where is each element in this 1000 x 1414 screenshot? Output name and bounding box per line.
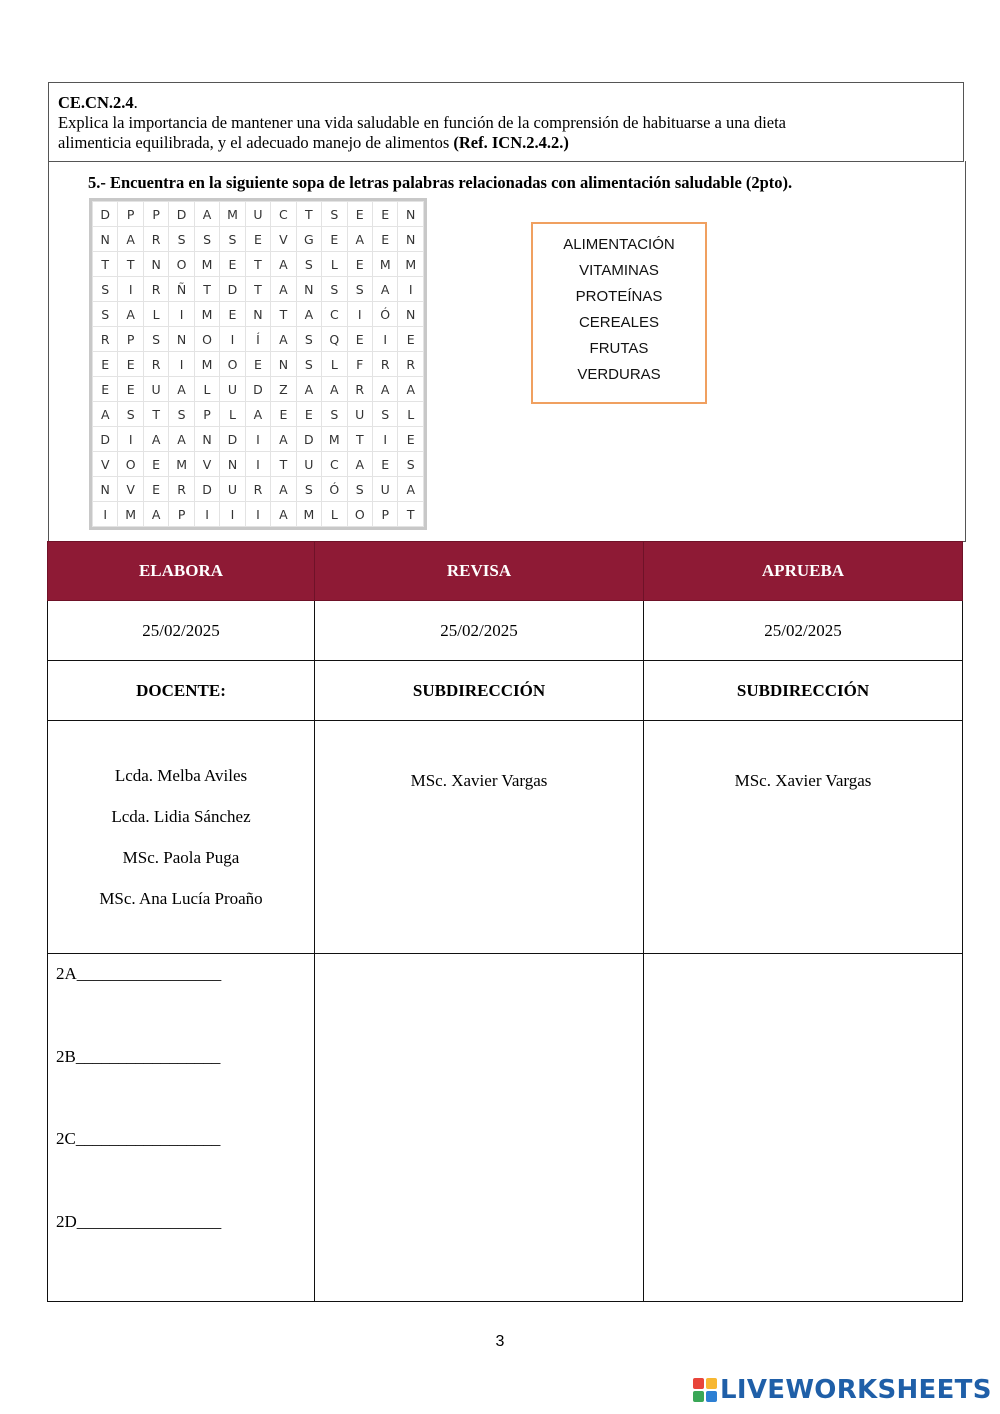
grid-cell[interactable]: S — [322, 277, 347, 302]
grid-cell[interactable]: M — [194, 302, 219, 327]
grid-cell[interactable]: Ó — [322, 477, 347, 502]
grid-cell[interactable]: E — [398, 327, 424, 352]
word-list-item: VERDURAS — [577, 366, 661, 383]
grid-cell[interactable]: O — [169, 252, 194, 277]
grid-cell[interactable]: N — [169, 327, 194, 352]
grid-cell[interactable]: E — [118, 352, 143, 377]
grid-cell[interactable]: N — [194, 427, 219, 452]
grid-cell[interactable]: N — [296, 277, 321, 302]
grid-cell[interactable]: R — [93, 327, 118, 352]
grid-cell[interactable]: S — [296, 252, 321, 277]
grid-cell[interactable]: S — [169, 227, 194, 252]
grid-row — [93, 477, 424, 502]
signature-table — [47, 541, 963, 1302]
grid-cell[interactable]: E — [245, 352, 270, 377]
criterion-text-line2: alimenticia equilibrada, y el adecuado manejo de alimentos — [58, 133, 454, 152]
grid-cell[interactable]: P — [118, 202, 143, 227]
grid-cell[interactable]: A — [322, 377, 347, 402]
grid-cell[interactable]: I — [118, 427, 143, 452]
grid-cell[interactable]: E — [398, 427, 424, 452]
brand-text: LIVEWORKSHEETS — [720, 1375, 992, 1405]
grid-cell[interactable]: E — [347, 252, 372, 277]
grid-cell[interactable]: L — [322, 502, 347, 527]
grid-cell[interactable]: R — [143, 277, 168, 302]
grid-cell[interactable]: S — [143, 327, 168, 352]
grid-cell[interactable]: A — [296, 377, 321, 402]
word-search-table — [92, 201, 424, 527]
grade-line-2c[interactable]: 2C_________________ — [56, 1129, 221, 1148]
grid-cell[interactable]: L — [322, 352, 347, 377]
grid-cell[interactable]: M — [118, 502, 143, 527]
grid-cell[interactable]: D — [169, 202, 194, 227]
grid-cell[interactable]: I — [194, 502, 219, 527]
grid-cell[interactable]: P — [169, 502, 194, 527]
grid-cell[interactable]: T — [245, 252, 270, 277]
grid-cell[interactable]: C — [322, 302, 347, 327]
grid-cell[interactable]: R — [372, 352, 397, 377]
grid-cell[interactable]: U — [372, 477, 397, 502]
grid-cell[interactable]: P — [143, 202, 168, 227]
grid-cell[interactable]: A — [372, 377, 397, 402]
grid-cell[interactable]: O — [347, 502, 372, 527]
grid-cell[interactable]: A — [398, 477, 424, 502]
grid-cell[interactable]: N — [271, 352, 296, 377]
grid-cell[interactable]: P — [118, 327, 143, 352]
word-list-item: CEREALES — [578, 314, 660, 331]
grid-cell[interactable]: S — [93, 302, 118, 327]
grid-cell[interactable]: L — [143, 302, 168, 327]
grid-cell[interactable]: N — [398, 202, 424, 227]
word-list-item: ALIMENTACIÓN — [563, 236, 675, 253]
grid-cell[interactable]: U — [245, 202, 270, 227]
header-revisa: REVISA — [315, 542, 644, 601]
grid-cell[interactable]: M — [169, 452, 194, 477]
grid-cell[interactable]: S — [296, 477, 321, 502]
grid-cell[interactable]: E — [118, 377, 143, 402]
grid-cell[interactable]: O — [220, 352, 245, 377]
grid-row — [93, 352, 424, 377]
grid-cell[interactable]: A — [93, 402, 118, 427]
grid-cell[interactable]: N — [143, 252, 168, 277]
date-elabora: 25/02/2025 — [48, 601, 315, 661]
grid-cell[interactable]: A — [118, 227, 143, 252]
grid-cell[interactable]: M — [296, 502, 321, 527]
grid-cell[interactable]: D — [220, 277, 245, 302]
grid-cell[interactable]: I — [169, 352, 194, 377]
grid-cell[interactable]: A — [347, 227, 372, 252]
grid-cell[interactable]: L — [322, 252, 347, 277]
word-list-item: PROTEÍNAS — [575, 288, 663, 305]
grid-cell[interactable]: F — [347, 352, 372, 377]
grid-cell[interactable]: D — [245, 377, 270, 402]
elabora-name: MSc. Ana Lucía Proaño — [99, 889, 263, 908]
grid-row — [93, 427, 424, 452]
word-list-box — [531, 222, 707, 404]
grid-cell[interactable]: S — [398, 452, 424, 477]
grid-cell[interactable]: T — [118, 252, 143, 277]
grid-cell[interactable]: U — [347, 402, 372, 427]
logo-square — [706, 1391, 717, 1402]
grid-cell[interactable]: S — [322, 202, 347, 227]
grid-cell[interactable]: A — [271, 427, 296, 452]
grid-row — [93, 402, 424, 427]
grid-cell[interactable]: E — [372, 227, 397, 252]
revisa-name: MSc. Xavier Vargas — [315, 721, 644, 954]
grid-cell[interactable]: N — [398, 302, 424, 327]
grid-cell[interactable]: Z — [271, 377, 296, 402]
grid-cell[interactable]: T — [296, 202, 321, 227]
grid-row — [93, 302, 424, 327]
grid-cell[interactable]: A — [271, 252, 296, 277]
criterion-box — [48, 82, 964, 162]
grid-row — [93, 452, 424, 477]
exercise-box — [48, 161, 966, 542]
grades-aprueba-empty — [644, 954, 963, 1302]
grid-cell[interactable]: E — [143, 452, 168, 477]
grid-cell[interactable]: E — [220, 252, 245, 277]
grid-cell[interactable]: A — [271, 477, 296, 502]
grid-cell[interactable]: E — [296, 402, 321, 427]
grid-cell[interactable]: G — [296, 227, 321, 252]
grid-cell[interactable]: Í — [245, 327, 270, 352]
grid-cell[interactable]: E — [347, 327, 372, 352]
grid-cell[interactable]: S — [296, 327, 321, 352]
grid-cell[interactable]: A — [398, 377, 424, 402]
word-search-grid[interactable] — [89, 198, 427, 530]
grid-cell[interactable]: A — [271, 327, 296, 352]
grid-cell[interactable]: N — [93, 227, 118, 252]
grid-cell[interactable]: V — [194, 452, 219, 477]
grid-cell[interactable]: R — [398, 352, 424, 377]
header-elabora: ELABORA — [48, 542, 315, 601]
grid-cell[interactable]: E — [372, 202, 397, 227]
grid-cell[interactable]: V — [93, 452, 118, 477]
grid-row — [93, 377, 424, 402]
page-number: 3 — [495, 1333, 505, 1350]
grid-cell[interactable]: L — [194, 377, 219, 402]
header-aprueba: APRUEBA — [644, 542, 963, 601]
aprueba-name: MSc. Xavier Vargas — [644, 721, 963, 954]
word-list-item: VITAMINAS — [579, 262, 659, 279]
grid-cell[interactable]: T — [245, 277, 270, 302]
grid-cell[interactable]: Ñ — [169, 277, 194, 302]
grid-cell[interactable]: M — [372, 252, 397, 277]
grid-cell[interactable]: E — [322, 227, 347, 252]
criterion-ref: (Ref. ICN.2.4.2.) — [453, 133, 569, 152]
grid-cell[interactable]: E — [245, 227, 270, 252]
grid-cell[interactable]: T — [194, 277, 219, 302]
grid-cell[interactable]: I — [372, 327, 397, 352]
role-aprueba: SUBDIRECCIÓN — [644, 661, 963, 721]
grid-cell[interactable]: A — [143, 502, 168, 527]
grid-cell[interactable]: D — [220, 427, 245, 452]
elabora-name: MSc. Paola Puga — [122, 848, 240, 867]
grid-cell[interactable]: D — [296, 427, 321, 452]
grid-cell[interactable]: T — [347, 427, 372, 452]
liveworksheets-logo-icon — [693, 1378, 717, 1402]
grid-cell[interactable]: S — [118, 402, 143, 427]
exercise-title: 5.- Encuentra en la siguiente sopa de letras palabras relacionadas con alimentación saludable (2pto). — [88, 173, 793, 192]
grid-cell[interactable]: E — [143, 477, 168, 502]
role-elabora: DOCENTE: — [48, 661, 315, 721]
grid-cell[interactable]: I — [245, 427, 270, 452]
grid-cell[interactable]: S — [322, 402, 347, 427]
grid-cell[interactable]: M — [322, 427, 347, 452]
word-list-item: FRUTAS — [589, 340, 649, 357]
grid-cell[interactable]: A — [271, 277, 296, 302]
grid-cell[interactable]: I — [347, 302, 372, 327]
grid-cell[interactable]: A — [169, 377, 194, 402]
criterion-text-line1: Explica la importancia de mantener una vida saludable en función de la comprensión de habituarse a una dieta — [58, 113, 787, 132]
elabora-name: Lcda. Lidia Sánchez — [111, 807, 251, 826]
grid-cell[interactable]: T — [271, 302, 296, 327]
grid-cell[interactable]: T — [143, 402, 168, 427]
grid-cell[interactable]: C — [322, 452, 347, 477]
grid-cell[interactable]: A — [245, 402, 270, 427]
grid-cell[interactable]: I — [169, 302, 194, 327]
grid-cell[interactable]: S — [93, 277, 118, 302]
grid-cell[interactable]: T — [398, 502, 424, 527]
elabora-name: Lcda. Melba Aviles — [114, 766, 248, 785]
grid-cell[interactable]: I — [245, 452, 270, 477]
grid-cell[interactable]: A — [169, 427, 194, 452]
grid-cell[interactable]: S — [347, 477, 372, 502]
grid-cell[interactable]: V — [118, 477, 143, 502]
grid-cell[interactable]: S — [220, 227, 245, 252]
grade-line-2b[interactable]: 2B_________________ — [56, 1046, 221, 1066]
logo-square — [693, 1391, 704, 1402]
grid-row — [93, 502, 424, 527]
role-revisa: SUBDIRECCIÓN — [315, 661, 644, 721]
grid-cell[interactable]: M — [220, 202, 245, 227]
grid-row — [93, 277, 424, 302]
grid-row — [93, 252, 424, 277]
grid-row — [93, 202, 424, 227]
elabora-names — [48, 721, 315, 954]
grid-cell[interactable]: A — [296, 302, 321, 327]
grid-cell[interactable]: D — [93, 202, 118, 227]
grid-cell[interactable]: S — [347, 277, 372, 302]
grade-line-2a[interactable]: 2A_________________ — [56, 964, 222, 983]
grid-cell[interactable]: M — [398, 252, 424, 277]
grid-cell[interactable]: I — [93, 502, 118, 527]
grid-cell[interactable]: U — [143, 377, 168, 402]
date-revisa: 25/02/2025 — [315, 601, 644, 661]
grid-cell[interactable]: U — [220, 477, 245, 502]
grid-cell[interactable]: L — [220, 402, 245, 427]
grid-cell[interactable]: M — [194, 352, 219, 377]
grid-cell[interactable]: N — [93, 477, 118, 502]
grid-cell[interactable]: A — [194, 202, 219, 227]
grid-cell[interactable]: L — [398, 402, 424, 427]
grid-cell[interactable]: E — [93, 352, 118, 377]
grid-row — [93, 327, 424, 352]
grid-cell[interactable]: N — [398, 227, 424, 252]
grade-line-2d[interactable]: 2D_________________ — [56, 1211, 222, 1231]
grid-cell[interactable]: E — [347, 202, 372, 227]
grid-cell[interactable]: Q — [322, 327, 347, 352]
grid-cell[interactable]: R — [169, 477, 194, 502]
grid-cell[interactable]: N — [245, 302, 270, 327]
grid-cell[interactable]: A — [347, 452, 372, 477]
logo-square — [706, 1378, 717, 1389]
grid-cell[interactable]: E — [220, 302, 245, 327]
date-aprueba: 25/02/2025 — [644, 601, 963, 661]
grid-cell[interactable]: R — [245, 477, 270, 502]
liveworksheets-brand[interactable] — [693, 1374, 992, 1406]
grid-cell[interactable]: P — [372, 502, 397, 527]
criterion-code: CE.CN.2.4 — [58, 93, 134, 112]
grid-cell[interactable]: U — [296, 452, 321, 477]
grid-cell[interactable]: O — [194, 327, 219, 352]
grid-cell[interactable]: S — [372, 402, 397, 427]
grid-cell[interactable]: T — [93, 252, 118, 277]
grid-cell[interactable]: A — [271, 502, 296, 527]
grid-cell[interactable]: S — [194, 227, 219, 252]
grid-row — [93, 227, 424, 252]
grid-cell[interactable]: D — [194, 477, 219, 502]
grid-cell[interactable]: I — [245, 502, 270, 527]
grade-lines — [48, 954, 315, 1302]
grid-cell[interactable]: M — [194, 252, 219, 277]
grid-cell[interactable]: V — [271, 227, 296, 252]
grid-cell[interactable]: A — [118, 302, 143, 327]
grid-cell[interactable]: A — [143, 427, 168, 452]
grid-cell[interactable]: I — [372, 427, 397, 452]
grid-cell[interactable]: U — [220, 377, 245, 402]
grid-cell[interactable]: N — [220, 452, 245, 477]
grid-cell[interactable]: R — [143, 352, 168, 377]
criterion-code-suffix: . — [133, 93, 138, 112]
grades-revisa-empty — [315, 954, 644, 1302]
grid-cell[interactable]: Ó — [372, 302, 397, 327]
grid-cell[interactable]: O — [118, 452, 143, 477]
grid-cell[interactable]: I — [220, 327, 245, 352]
grid-cell[interactable]: E — [372, 452, 397, 477]
grid-cell[interactable]: I — [220, 502, 245, 527]
grid-cell[interactable]: R — [347, 377, 372, 402]
grid-cell[interactable]: E — [271, 402, 296, 427]
grid-cell[interactable]: S — [169, 402, 194, 427]
grid-cell[interactable]: D — [93, 427, 118, 452]
grid-cell[interactable]: I — [398, 277, 424, 302]
logo-square — [693, 1378, 704, 1389]
grid-cell[interactable]: A — [372, 277, 397, 302]
grid-cell[interactable]: R — [143, 227, 168, 252]
grid-cell[interactable]: S — [296, 352, 321, 377]
grid-cell[interactable]: E — [93, 377, 118, 402]
grid-cell[interactable]: I — [118, 277, 143, 302]
grid-cell[interactable]: T — [271, 452, 296, 477]
grid-cell[interactable]: P — [194, 402, 219, 427]
grid-cell[interactable]: C — [271, 202, 296, 227]
